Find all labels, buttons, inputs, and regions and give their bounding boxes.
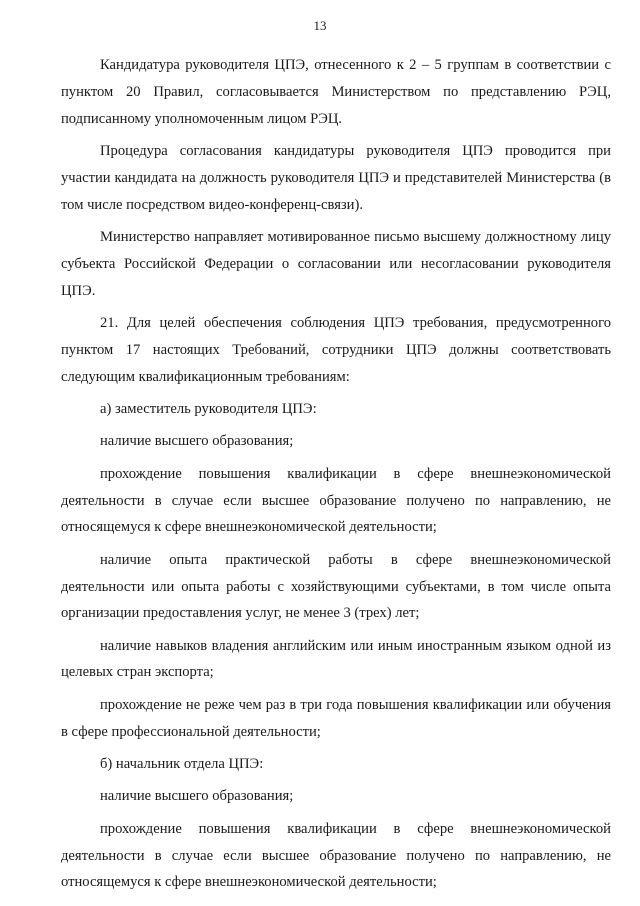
subitem-deputy-head: а) заместитель руководителя ЦПЭ: [100,400,317,417]
requirement-higher-education: наличие высшего образования; [100,788,294,805]
document-body [61,52,611,896]
paragraph-item-21: 21. Для целей обеспечения соблюдения ЦПЭ требования, предусмотренного пунктом 17 настоящих Требований, сотрудники ЦПЭ должны соответствовать следующим квалификационным требованиям: [61,314,611,385]
page-number: 13 [313,18,327,33]
paragraph-ministry-letter: Министерство направляет мотивированное письмо высшему должностному лицу субъекта Российской Федерации о согласовании или несогласовании руководителя ЦПЭ. [61,228,611,299]
subitem-department-head: б) начальник отдела ЦПЭ: [100,756,264,773]
requirement-qualification-upgrade: прохождение повышения квалификации в сфере внешнеэкономической деятельности в случае если высшее образование получено по направлению, не относящемуся к сфере внешнеэкономической деятельности; [61,465,611,536]
requirement-language-skills: наличие навыков владения английским или иным иностранным языком одной из целевых стран экспорта; [61,637,611,681]
requirement-work-experience: наличие опыта практической работы в сфере внешнеэкономической деятельности или опыта работы с хозяйствующими субъектами, в том числе опыта организации предоставления услуг, не менее 3 (трех) лет; [61,551,611,622]
paragraph-approval-procedure: Процедура согласования кандидатуры руководителя ЦПЭ проводится при участии кандидата на должность руководителя ЦПЭ и представителей Министерства (в том числе посредством видео-конференц-связи). [61,142,611,213]
requirement-qualification-upgrade: прохождение повышения квалификации в сфере внешнеэкономической деятельности в случае если высшее образование получено по направлению, не относящемуся к сфере внешнеэкономической деятельности; [61,820,611,891]
requirement-periodic-training: прохождение не реже чем раз в три года повышения квалификации или обучения в сфере профессиональной деятельности; [61,696,611,740]
requirement-higher-education: наличие высшего образования; [100,433,294,450]
paragraph-candidate-approval: Кандидатура руководителя ЦПЭ, отнесенного к 2 – 5 группам в соответствии с пунктом 20 Правил, согласовывается Министерством по представлению РЭЦ, подписанному уполномоченным лицом РЭЦ. [61,57,611,127]
